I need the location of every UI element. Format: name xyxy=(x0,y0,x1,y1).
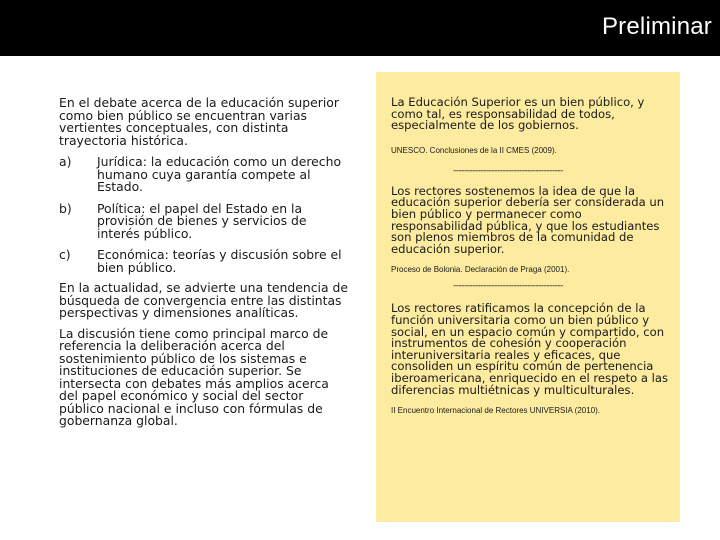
quote-text: Los rectores sostenemos la idea de que la educación superior debería ser considerada un bien público y permanecer como responsabilidad pública, y que los estudiantes son plenos miembros de la comunidad de educación superior. xyxy=(391,183,665,256)
list-marker: a) xyxy=(59,154,72,169)
separator: ---------------------------------------- xyxy=(453,281,563,292)
paragraph-discussion: La discusión tiene como principal marco de referencia la deliberación acerca del sostenimiento público de los sistemas e instituciones de educación superior. Se intersecta con debates más amplios acerca del papel económico y social del sector público nacional e incluso con fórmulas de gobernanza global. xyxy=(59,325,329,428)
quote-source: II Encuentro Internacional de Rectores UNIVERSIA (2010). xyxy=(391,406,600,416)
quotes-panel xyxy=(376,72,680,522)
list-item xyxy=(59,156,351,194)
list-text: Económica: teorías y discusión sobre el bien público. xyxy=(97,247,342,275)
quote-text: La Educación Superior es un bien público, y como tal, es responsabilidad de todos, especialmente de los gobiernos. xyxy=(391,95,645,133)
list-text: Jurídica: la educación como un derecho humano cuya garantía compete al Estado. xyxy=(97,154,342,194)
page-title: Preliminar xyxy=(601,13,712,40)
quote-text: Los rectores ratificamos la concepción de la función universitaria como un bien público y social, en un espacio común y compartido, con instrumentos de cohesión y cooperación interuniversitaria reales y eficaces, que consoliden un espíritu común de pertenencia iberoamericana, enriquecido en el respeto a las diferencias multiétnicas y multiculturales. xyxy=(391,301,669,397)
paragraph-convergence: En la actualidad, se advierte una tendencia de búsqueda de convergencia entre las distintas perspectivas y dimensiones analíticas. xyxy=(59,280,348,320)
intro-paragraph: En el debate acerca de la educación superior como bien público se encuentran varias vertientes conceptuales, con distinta trayectoria histórica. xyxy=(59,95,339,148)
list-marker: c) xyxy=(59,247,71,262)
separator: ---------------------------------------- xyxy=(453,165,563,176)
list-item xyxy=(59,249,351,274)
header-bar xyxy=(0,0,720,56)
list-marker: b) xyxy=(59,200,72,216)
quote-source: Proceso de Bolonia. Declaración de Praga (2001). xyxy=(391,265,570,275)
left-column xyxy=(59,97,351,428)
quote-source: UNESCO. Conclusiones de la II CMES (2009). xyxy=(391,145,557,155)
list-item xyxy=(59,200,351,241)
list-text: Política: el papel del Estado en la provisión de bienes y servicios de interés público. xyxy=(97,200,307,241)
